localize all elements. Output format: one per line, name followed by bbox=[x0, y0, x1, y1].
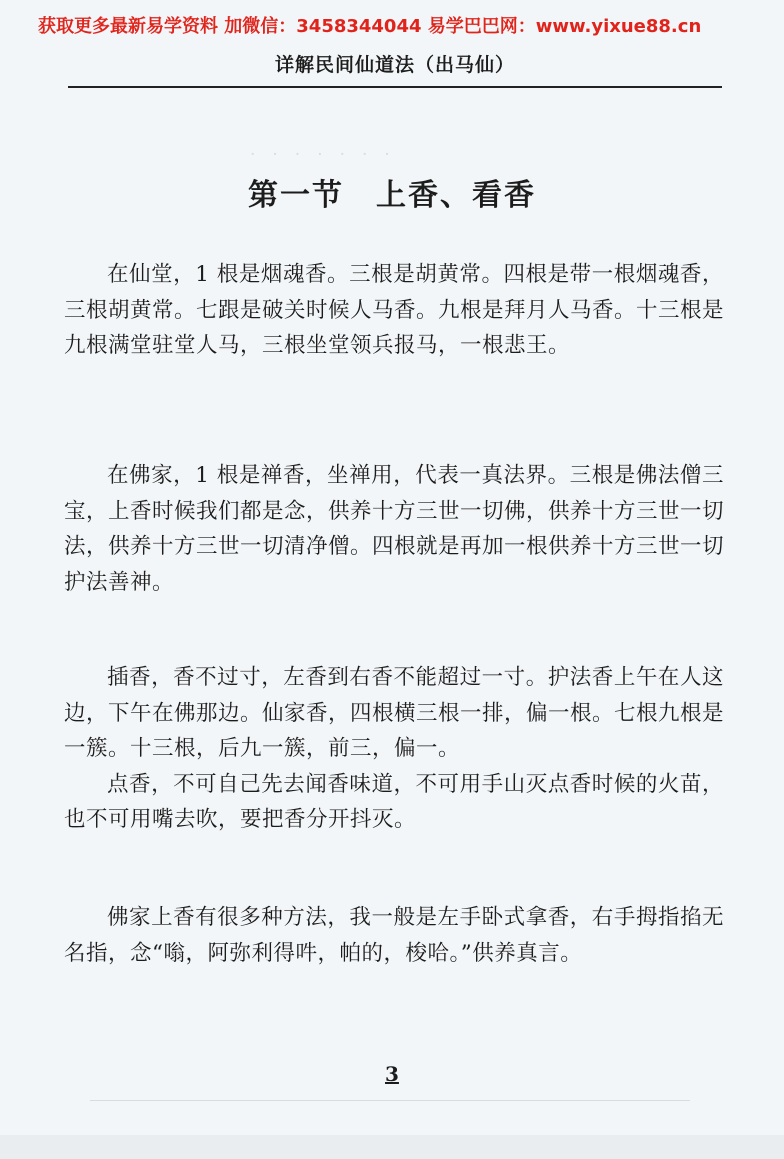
viewer-bottom-strip bbox=[0, 1135, 784, 1159]
paragraph: 在仙堂，1 根是烟魂香。三根是胡黄常。四根是带一根烟魂香，三根胡黄常。七跟是破关时候人马香。九根是拜月人马香。十三根是九根满堂驻堂人马，三根坐堂领兵报马，一根悲王。 bbox=[64, 262, 725, 358]
paragraph: 在佛家，1 根是禅香，坐禅用，代表一真法界。三根是佛法僧三宝，上香时候我们都是念，供养十方三世一切佛，供养十方三世一切法，供养十方三世一切清净僧。四根就是再加一根供养十方三世一切护法善神。 bbox=[64, 463, 725, 595]
promo-banner: 获取更多最新易学资料 加微信：3458344044 易学巴巴网：www.yixue88.cn bbox=[38, 16, 702, 37]
paragraph: 佛家上香有很多种方法，我一般是左手卧式拿香，右手拇指掐无名指，念“嗡，阿弥利得吽，帕的，梭哈。”供养真言。 bbox=[64, 905, 724, 966]
paragraph-5-block bbox=[64, 900, 724, 971]
running-header: 详解民间仙道法（出马仙） bbox=[274, 54, 515, 76]
paragraph-3-block bbox=[64, 660, 724, 838]
footer-rule bbox=[90, 1100, 690, 1101]
paragraph: 插香，香不过寸，左香到右香不能超过一寸。护法香上午在人这边，下午在佛那边。仙家香，四根横三根一排，偏一根。七根九根是一簇。十三根，后九一簇，前三，偏一。 bbox=[64, 665, 725, 761]
page-number: 3 bbox=[385, 1062, 399, 1086]
paragraph: 点香，不可自己先去闻香味道，不可用手山灭点香时候的火苗，也不可用嘴去吹，要把香分开抖灭。 bbox=[64, 771, 724, 832]
paragraph-1-block bbox=[64, 257, 724, 364]
paragraph-2-block bbox=[64, 458, 724, 600]
bleed-through-text: · · · · · · · bbox=[250, 145, 390, 165]
header-rule bbox=[68, 86, 722, 88]
section-title: 第一节 上香、看香 bbox=[248, 178, 536, 213]
